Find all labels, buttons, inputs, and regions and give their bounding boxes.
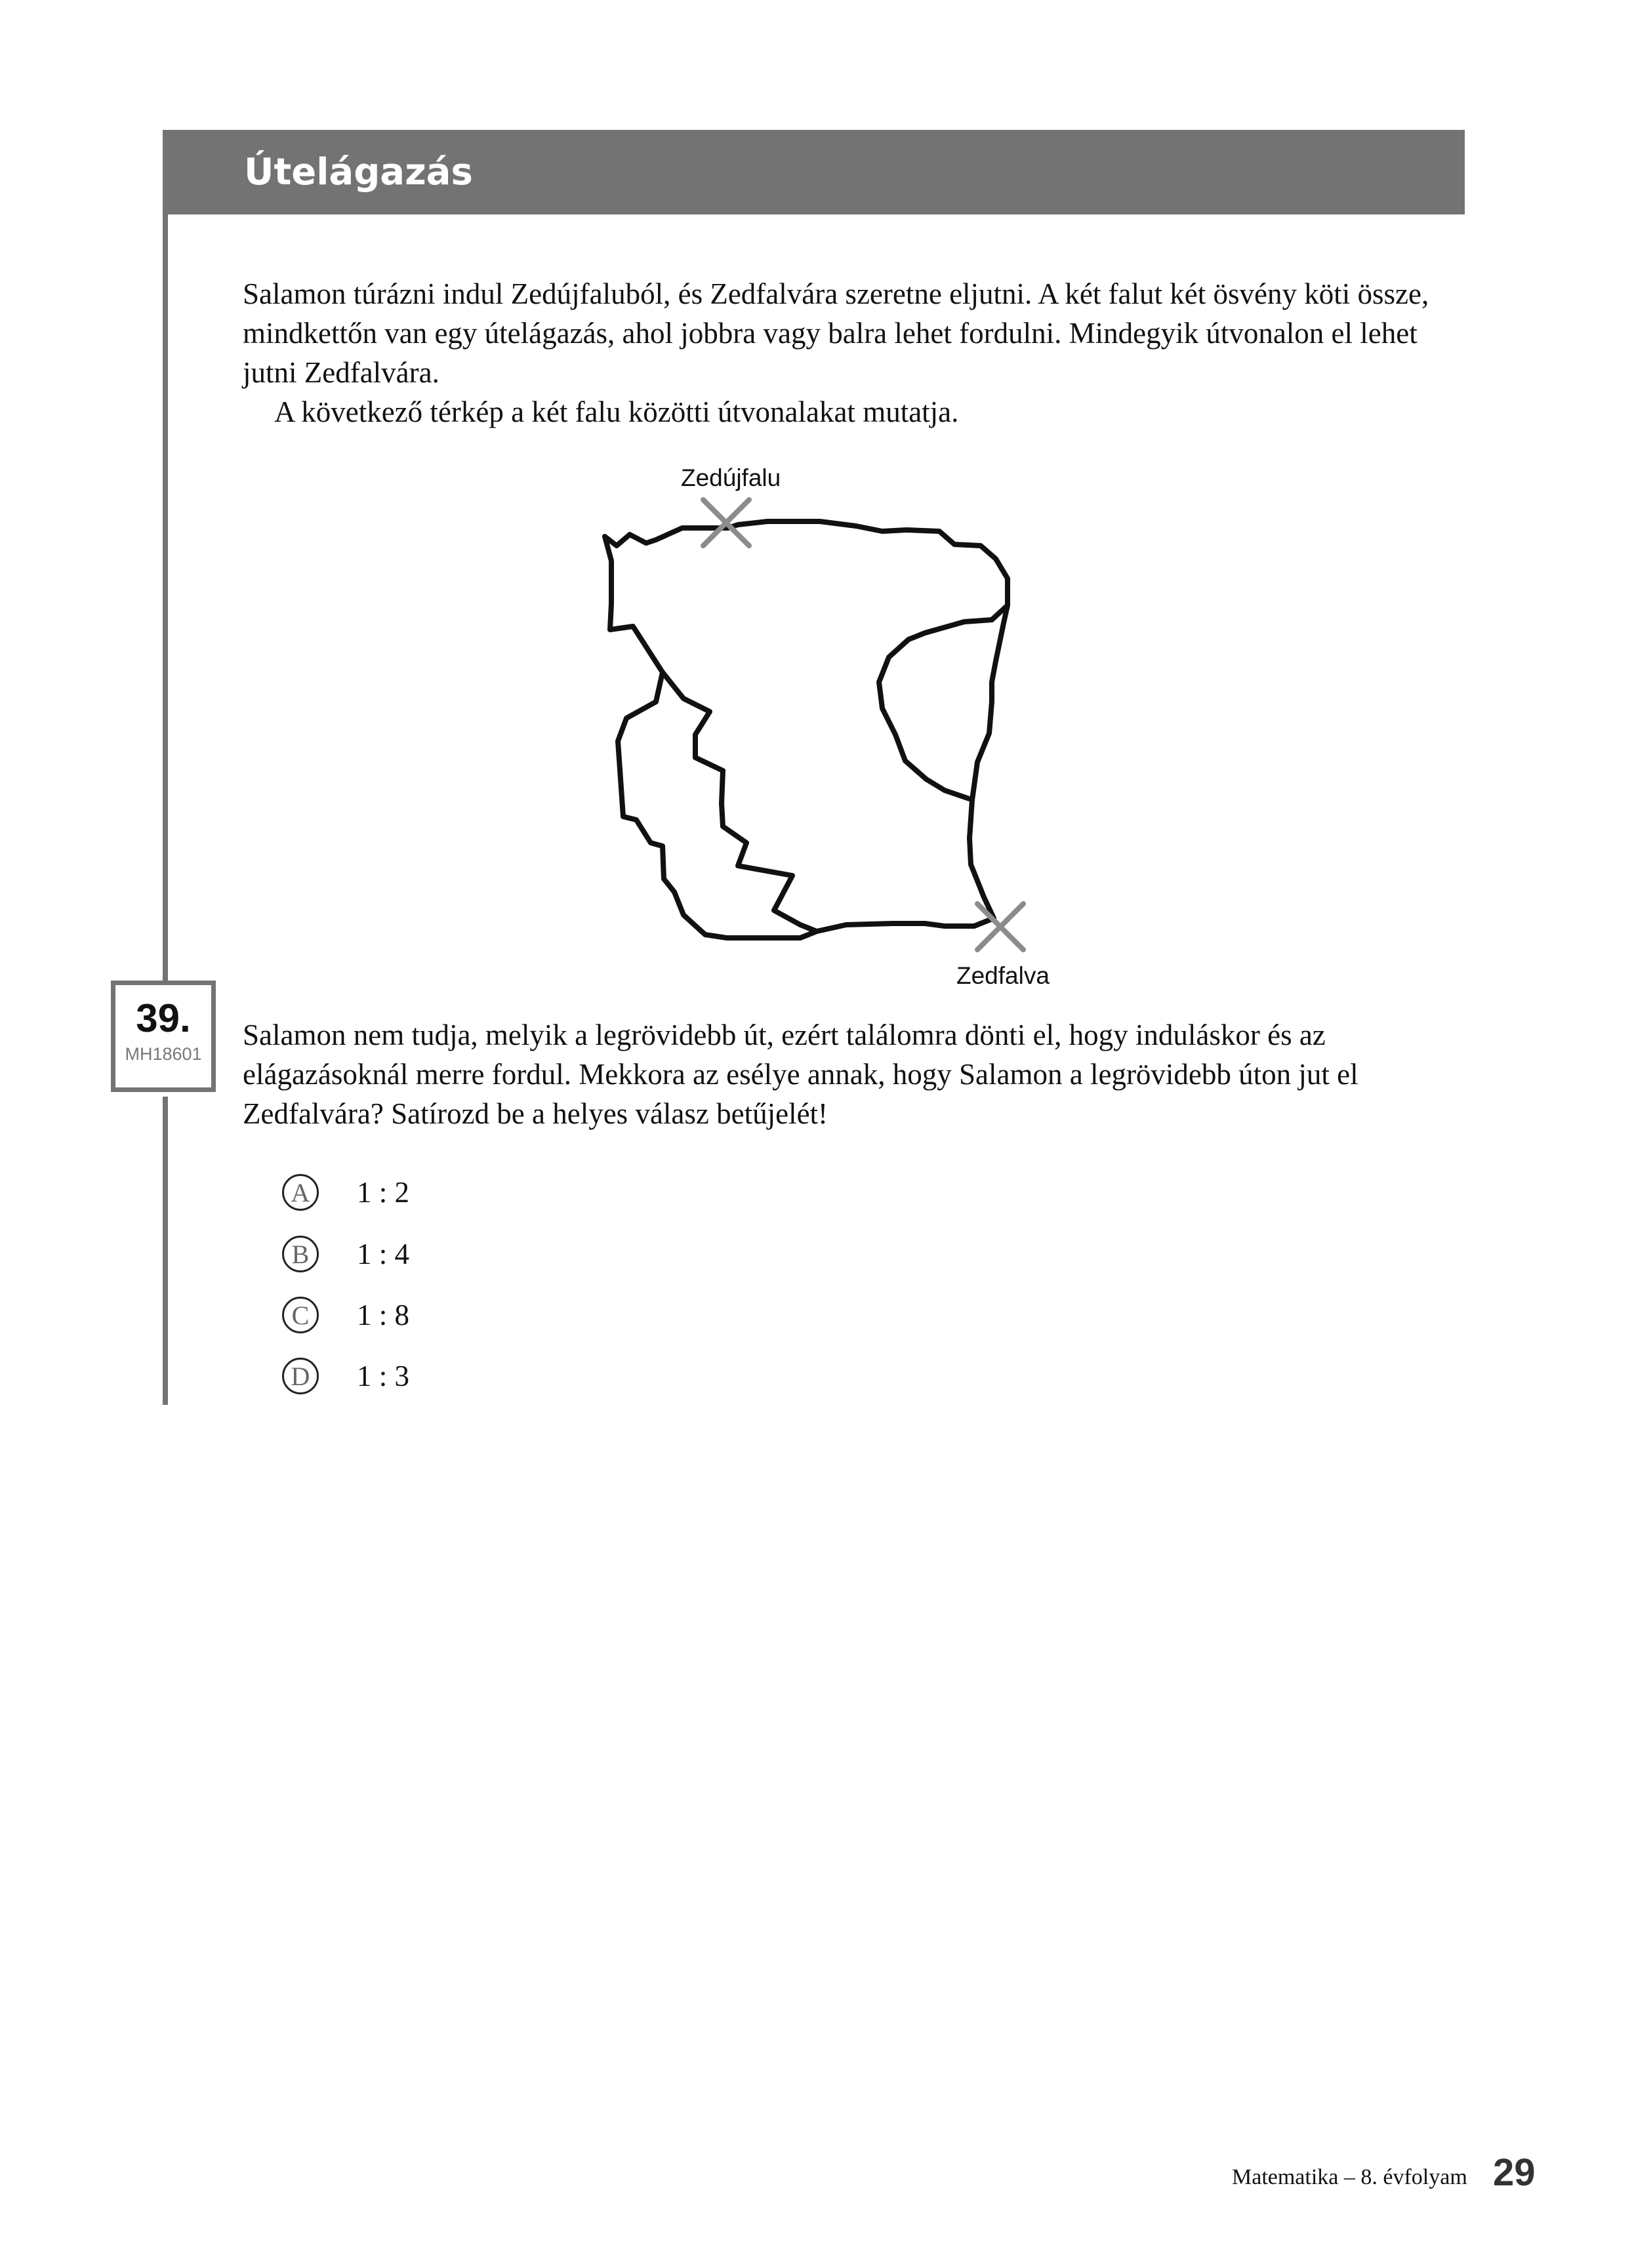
option-c-bubble[interactable]: C bbox=[282, 1297, 319, 1333]
map-label-end: Zedfalva bbox=[956, 962, 1050, 989]
question-text: Salamon nem tudja, melyik a legrövidebb út, ezért találomra dönti el, hogy induláskor és az elágazásoknál merre fordul. Mekkora az esélye annak, hogy Salamon a legrövidebb úton jut el Zedfalvára? Satírozd be a helyes válasz betűjelét! bbox=[243, 1019, 1358, 1130]
option-b[interactable] bbox=[282, 1234, 409, 1274]
route-west-branch bbox=[663, 672, 817, 931]
option-c-label: 1 : 8 bbox=[357, 1299, 410, 1331]
map-label-start: Zedújfalu bbox=[681, 464, 781, 491]
option-c[interactable] bbox=[282, 1295, 409, 1335]
route-map bbox=[0, 0, 1634, 997]
left-rule-bottom bbox=[163, 1097, 168, 1405]
route-outer bbox=[605, 521, 1008, 938]
option-a-label: 1 : 2 bbox=[357, 1176, 410, 1209]
question-number-box bbox=[111, 981, 216, 1092]
footer-subject: Matematika – 8. évfolyam bbox=[1232, 2165, 1467, 2189]
route-east-branch bbox=[879, 605, 1008, 799]
option-a-bubble[interactable]: A bbox=[282, 1174, 319, 1211]
end-cross-mark-icon bbox=[977, 904, 1023, 950]
option-d[interactable] bbox=[282, 1356, 409, 1396]
option-a[interactable] bbox=[282, 1173, 409, 1212]
option-d-bubble[interactable]: D bbox=[282, 1358, 319, 1394]
question-number: 39. bbox=[136, 996, 191, 1040]
page-number: 29 bbox=[1493, 2151, 1536, 2194]
question-code: MH18601 bbox=[125, 1044, 202, 1064]
option-b-label: 1 : 4 bbox=[357, 1238, 410, 1270]
option-b-bubble[interactable]: B bbox=[282, 1236, 319, 1272]
intro-paragraph-1: Salamon túrázni indul Zedújfaluból, és Zedfalvára szeretne eljutni. A két falut két ösvény köti össze, mindkettőn van egy útelágazás, ahol jobbra vagy balra lehet fordulni. Mindegyik útvonalon el lehet jutni Zedfalvára. bbox=[243, 277, 1429, 389]
intro-paragraph-2: A következő térkép a két falu közötti útvonalakat mutatja. bbox=[274, 395, 959, 428]
option-d-label: 1 : 3 bbox=[357, 1360, 410, 1392]
page-title: Útelágazás bbox=[244, 151, 473, 193]
